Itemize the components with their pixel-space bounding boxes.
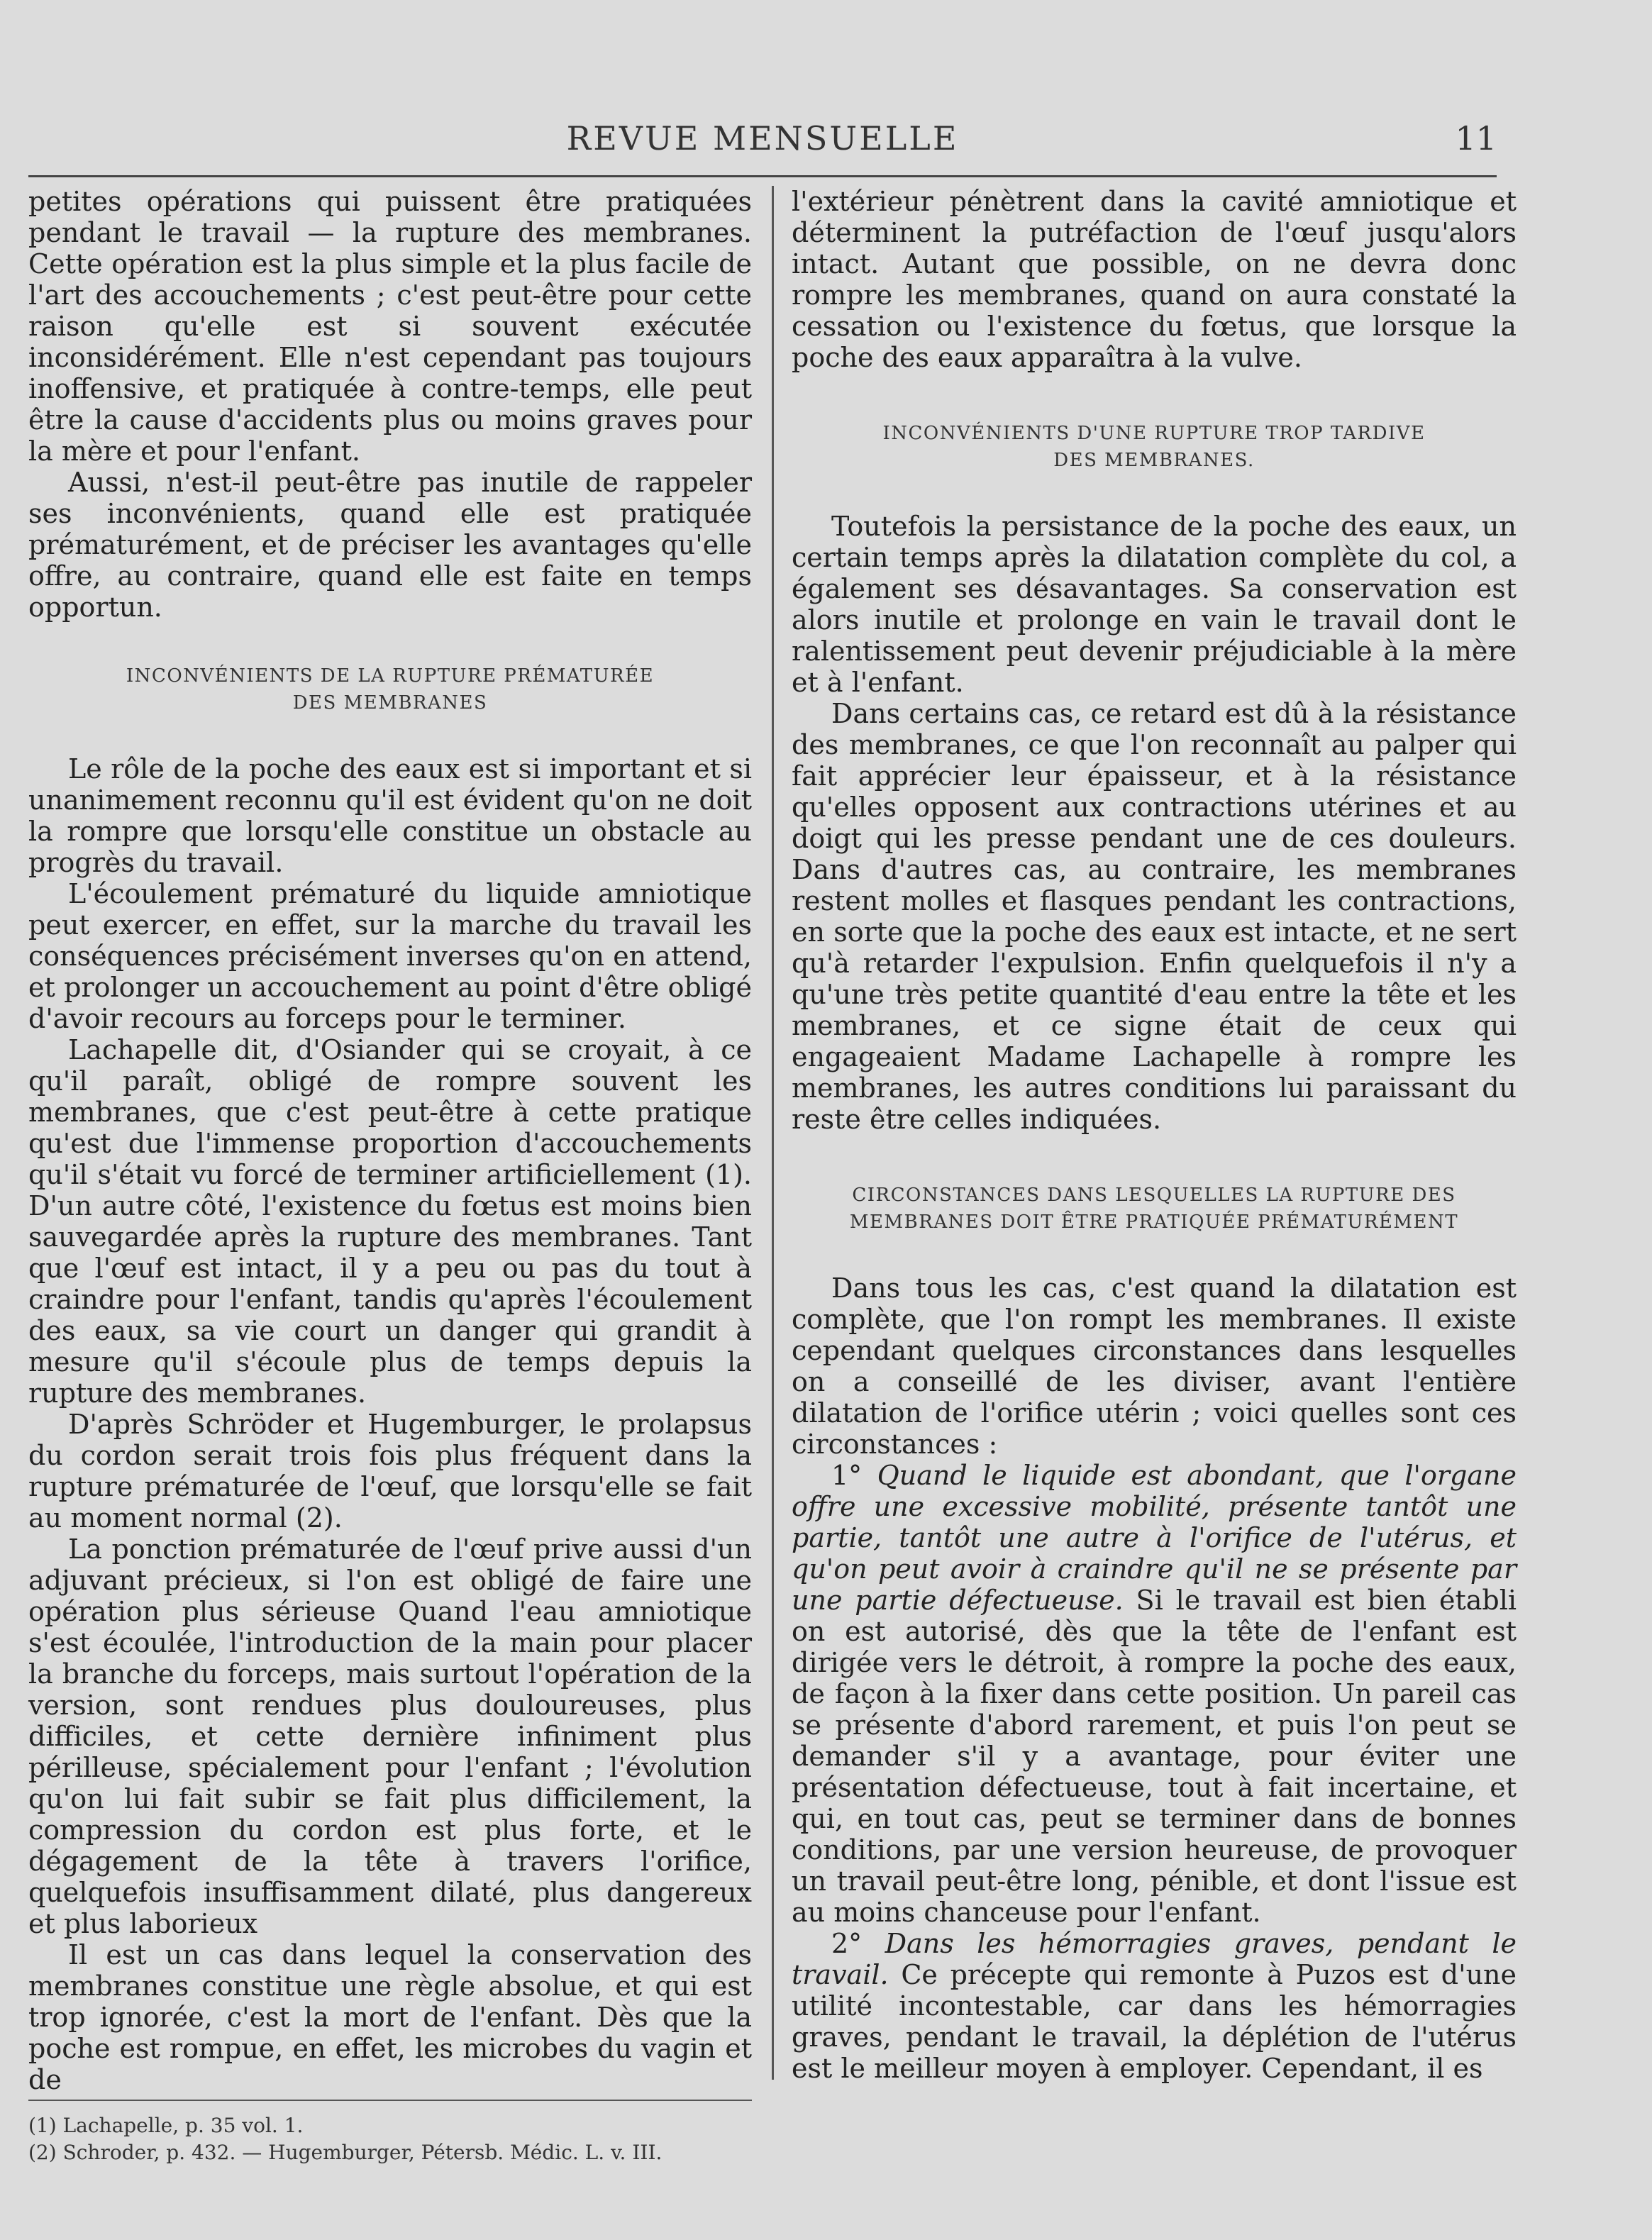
paragraph-text: Si le travail est bien établi on est autorisé, dès que la tête de l'enfant est dirigée vers le détroit, à rompre la poche des eaux, de façon à la fixer dans cette position. Un pareil cas se présente d'abord rarement, et puis l'on peut se demander s'il y a avantage, pour éviter une présentation défectueuse, tout à fait incertaine, et qui, en tout cas, peut se terminer dans de bonnes conditions, par une version heureuse, de provoquer un travail peut-être long, pénible, et dont l'issue est au moins chanceuse pour l'enfant. bbox=[792, 1585, 1517, 1928]
italic-text: Quand le liquide est abondant, que l'organe offre une excessive mobilité, présente tantôt une partie, tantôt une autre à l'orifice de l'utérus, et qu'on peut avoir à craindre qu'il ne se présente par une partie défectueuse. bbox=[792, 1460, 1517, 1616]
paragraph-text: Ce précepte qui remonte à Puzos est d'une utilité incontestable, car dans les hémorragies graves, pendant le travail, la déplétion de l'utérus est le meilleur moyen à employer. Cependant, il es bbox=[792, 1959, 1517, 2084]
paragraph: La ponction prématurée de l'œuf prive aussi d'un adjuvant précieux, si l'on est obligé de faire une opération plus sérieuse Quand l'eau amniotique s'est écoulée, l'introduction de la main pour placer la branche du forceps, mais surtout l'opération de la version, sont rendues plus douloureuses, plus difficiles, et cette dernière infiniment plus périlleuse, spécialement pour l'enfant ; l'évolution qu'on lui fait subir se fait plus difficilement, la compression du cordon est plus forte, et le dégagement de la tête à travers l'orifice, quelquefois insuffisamment dilaté, plus dangereux et plus laborieux bbox=[28, 1534, 752, 1939]
left-column bbox=[28, 186, 752, 2095]
paragraph: Aussi, n'est-il peut-être pas inutile de rappeler ses inconvénients, quand elle est pratiquée prématurément, et de préciser les avantages qu'elle offre, au contraire, quand elle est faite en temps opportun. bbox=[28, 467, 752, 623]
list-number: 2° bbox=[831, 1928, 885, 1959]
paragraph: Dans tous les cas, c'est quand la dilatation est complète, que l'on rompt les membranes. Il existe cependant quelques circonstances dans lesquelles on a conseillé de les diviser, avant l'entière dilatation de l'orifice utérin ; voici quelles sont ces circonstances : bbox=[792, 1273, 1517, 1460]
paragraph bbox=[792, 1460, 1517, 1928]
section-heading bbox=[792, 420, 1517, 474]
footnote-rule bbox=[28, 2100, 752, 2101]
footnote: (1) Lachapelle, p. 35 vol. 1. bbox=[28, 2114, 304, 2137]
running-header bbox=[28, 112, 1497, 162]
footnotes bbox=[28, 2100, 752, 2166]
section-heading-line: MEMBRANES DOIT ÊTRE PRATIQUÉE PRÉMATURÉMENT bbox=[849, 1212, 1459, 1233]
paragraph: Le rôle de la poche des eaux est si important et si unanimement reconnu qu'il est évident qu'on ne doit la rompre que lorsqu'elle constitue un obstacle au progrès du travail. bbox=[28, 753, 752, 878]
running-title: REVUE MENSUELLE bbox=[566, 119, 959, 157]
paragraph: l'extérieur pénètrent dans la cavité amniotique et déterminent la putréfaction de l'œuf jusqu'alors intact. Autant que possible, on ne devra donc rompre les membranes, quand on aura constaté la cessation ou l'existence du fœtus, que lorsque la poche des eaux apparaîtra à la vulve. bbox=[792, 186, 1517, 373]
page-number: 11 bbox=[1455, 119, 1497, 157]
footnote: (2) Schroder, p. 432. — Hugemburger, Pétersb. Médic. L. v. III. bbox=[28, 2141, 663, 2164]
paragraph: Toutefois la persistance de la poche des eaux, un certain temps après la dilatation complète du col, a également ses désavantages. Sa conservation est alors inutile et prolonge en vain le travail dont le ralentissement peut devenir préjudiciable à la mère et à l'enfant. bbox=[792, 511, 1517, 698]
paragraph: Il est un cas dans lequel la conservation des membranes constitue une règle absolue, et qui est trop ignorée, c'est la mort de l'enfant. Dès que la poche est rompue, en effet, les microbes du vagin et de bbox=[28, 1939, 752, 2095]
section-heading-line: INCONVÉNIENTS DE LA RUPTURE PRÉMATURÉE bbox=[126, 665, 655, 687]
paragraph: D'après Schröder et Hugemburger, le prolapsus du cordon serait trois fois plus fréquent dans la rupture prématurée de l'œuf, que lorsqu'elle se fait au moment normal (2). bbox=[28, 1409, 752, 1534]
section-heading bbox=[792, 1182, 1517, 1236]
section-heading-line: CIRCONSTANCES DANS LESQUELLES LA RUPTURE DES bbox=[852, 1185, 1456, 1206]
section-heading-line: INCONVÉNIENTS D'UNE RUPTURE TROP TARDIVE bbox=[882, 423, 1426, 444]
italic-text: Dans les hémorragies graves, pendant le travail. bbox=[792, 1928, 1517, 1990]
section-heading-line: DES MEMBRANES. bbox=[1053, 450, 1255, 471]
paragraph: Lachapelle dit, d'Osiander qui se croyait, à ce qu'il paraît, obligé de rompre souvent les membranes, que c'est peut-être à cette pratique qu'est due l'immense proportion d'accouchements qu'il s'était vu forcé de terminer artificiellement (1). D'un autre côté, l'existence du fœtus est moins bien sauvegardée après la rupture des membranes. Tant que l'œuf est intact, il y a peu ou pas du tout à craindre pour l'enfant, tandis qu'après l'écoulement des eaux, sa vie court un danger qui grandit à mesure qu'il s'écoule plus de temps depuis la rupture des membranes. bbox=[28, 1034, 752, 1409]
paragraph: L'écoulement prématuré du liquide amniotique peut exercer, en effet, sur la marche du travail les conséquences précisément inverses qu'on en attend, et prolonger un accouchement au point d'être obligé d'avoir recours au forceps pour le terminer. bbox=[28, 878, 752, 1034]
column-divider bbox=[772, 186, 774, 2080]
paragraph: Dans certains cas, ce retard est dû à la résistance des membranes, ce que l'on reconnaît au palper qui fait apprécier leur épaisseur, et à la résistance qu'elles opposent aux contractions utérines et au doigt qui les presse pendant une de ces douleurs. Dans d'autres cas, au contraire, les membranes restent molles et flasques pendant les contractions, en sorte que la poche des eaux est intacte, et ne sert qu'à retarder l'expulsion. Enfin quelquefois il n'y a qu'une très petite quantité d'eau entre la tête et les membranes, et ce signe était de ceux qui engageaient Madame Lachapelle à rompre les membranes, les autres conditions lui paraissant du reste être celles indiquées. bbox=[792, 698, 1517, 1135]
right-column bbox=[792, 186, 1517, 2084]
section-heading-line: DES MEMBRANES bbox=[292, 692, 488, 714]
section-heading bbox=[28, 662, 752, 716]
list-number: 1° bbox=[831, 1460, 877, 1491]
header-rule bbox=[28, 175, 1497, 177]
paragraph bbox=[792, 1928, 1517, 2084]
paragraph: petites opérations qui puissent être pratiquées pendant le travail — la rupture des membranes. Cette opération est la plus simple et la plus facile de l'art des accouchements ; c'est peut-être pour cette raison qu'elle est si souvent exécutée inconsidérément. Elle n'est cependant pas toujours inoffensive, et pratiquée à contre-temps, elle peut être la cause d'accidents plus ou moins graves pour la mère et pour l'enfant. bbox=[28, 186, 752, 467]
